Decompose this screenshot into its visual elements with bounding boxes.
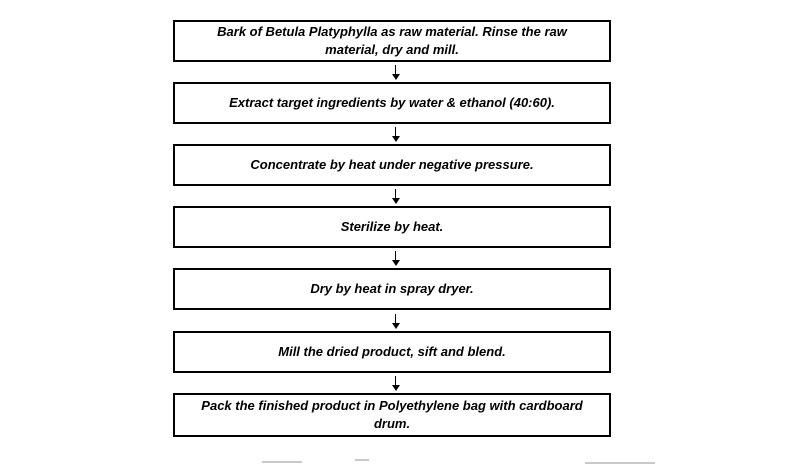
down-arrow-icon: [391, 376, 401, 392]
flow-step-spray-dry: [173, 268, 611, 310]
scan-artifact-marks: [0, 456, 787, 467]
down-arrow-icon: [391, 314, 401, 330]
flow-step-extract: [173, 82, 611, 124]
flow-step-mill-sift-blend: [173, 331, 611, 373]
down-arrow-icon: [391, 127, 401, 143]
flow-step-text: Dry by heat in spray dryer.: [310, 281, 474, 296]
flow-step-text: Concentrate by heat under negative pressure.: [250, 157, 534, 172]
flow-step-text: Pack the finished product in Polyethylene bag with cardboard drum.: [201, 398, 583, 431]
flow-step-sterilize: [173, 206, 611, 248]
down-arrow-icon: [391, 65, 401, 81]
scan-mark: [355, 459, 369, 461]
flow-step-text: Extract target ingredients by water & ethanol (40:60).: [229, 95, 555, 110]
scan-mark: [262, 461, 302, 463]
down-arrow-icon: [391, 189, 401, 205]
flow-step-text: Sterilize by heat.: [340, 219, 444, 234]
flow-step-text: Mill the dried product, sift and blend.: [278, 344, 506, 359]
scan-mark: [585, 462, 655, 464]
flow-step-raw-material: [173, 20, 611, 62]
flow-step-pack: [173, 393, 611, 437]
flow-step-text: Bark of Betula Platyphylla as raw material. Rinse the raw material, dry and mill.: [217, 24, 567, 57]
flow-step-concentrate: [173, 144, 611, 186]
down-arrow-icon: [391, 251, 401, 267]
